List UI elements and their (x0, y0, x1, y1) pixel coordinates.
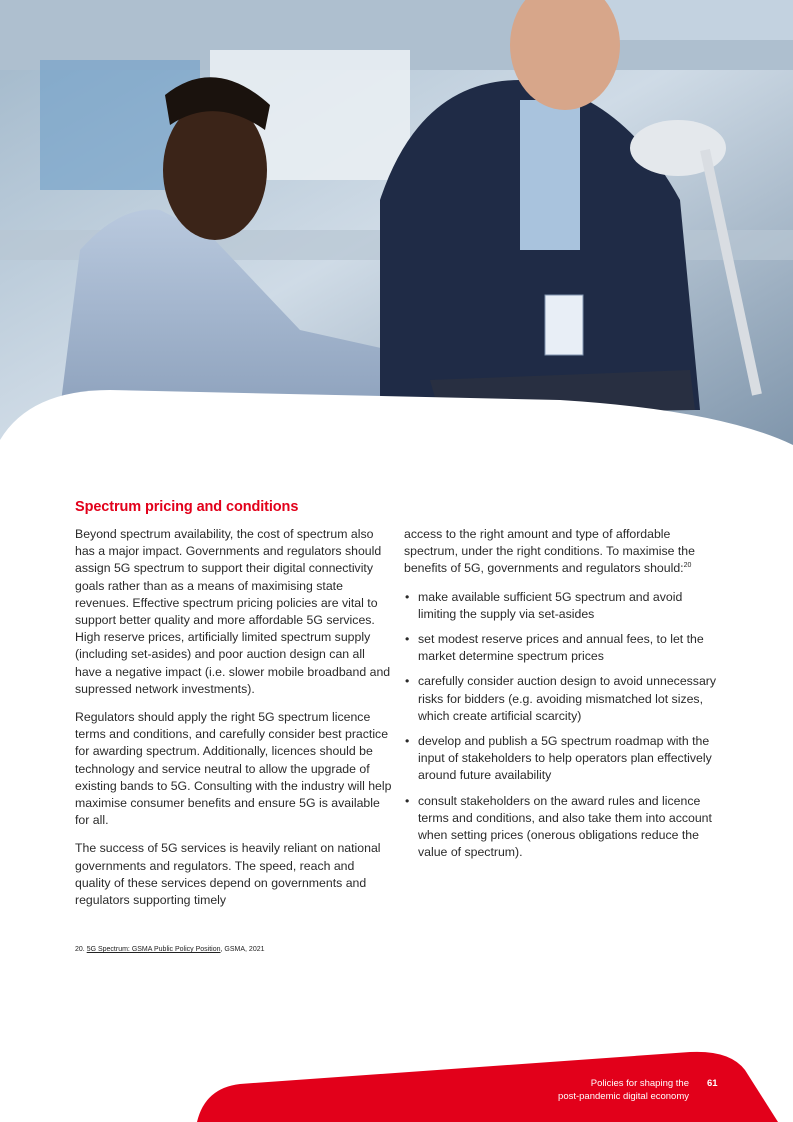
bullet-glyph: • (405, 632, 410, 647)
footnote (75, 946, 265, 953)
list-item (404, 793, 722, 862)
bullet-glyph: • (405, 734, 410, 749)
paragraph: Beyond spectrum availability, the cost of spectrum also has a major impact. Governments and regulators should assign 5G spectrum to support their digital connectivity goals rather than as a means of maximising state revenues. Effective spectrum pricing policies are vital to support better quality and more affordable 5G services. High reserve prices, artificially limited spectrum supply (including set-asides) and poor auction design can all have a negative impact (i.e. slower mobile broadband and supressed network investments). (75, 527, 391, 696)
footer-line: post-pandemic digital economy (558, 1090, 689, 1102)
list-item-text: consult stakeholders on the award rules and licence terms and conditions, and also take them into account when setting prices (onerous obligations reduce the value of spectrum). (418, 793, 712, 860)
footer-title (558, 1078, 689, 1103)
list-item (404, 673, 722, 725)
section-heading: Spectrum pricing and conditions (75, 499, 299, 515)
list-item (404, 589, 722, 623)
left-column (75, 526, 393, 920)
footnote-suffix: , GSMA, 2021 (220, 946, 265, 953)
footnote-number: 20. (75, 946, 85, 953)
recommendations-list (404, 589, 722, 862)
footnote-link[interactable]: 5G Spectrum: GSMA Public Policy Position (86, 946, 221, 953)
bullet-glyph: • (405, 674, 410, 689)
list-item-text: carefully consider auction design to avoid unnecessary risks for bidders (e.g. avoiding mismatched lot sizes, which create artificial scarcity) (418, 674, 717, 723)
list-item-text: develop and publish a 5G spectrum roadmap with the input of stakeholders to help operators plan effectively around future availability (418, 734, 712, 783)
intro-text: access to the right amount and type of affordable spectrum, under the right conditions. To maximise the benefits of 5G, governments and regulators should: (404, 527, 695, 576)
paragraph: The success of 5G services is heavily reliant on national governments and regulators. The speed, reach and quality of these services depend on governments and regulators supporting timely (75, 841, 381, 908)
footer-line: Policies for shaping the (590, 1078, 689, 1089)
bullet-glyph: • (405, 589, 410, 604)
footnote-ref[interactable]: 20 (683, 562, 692, 570)
list-item-text: make available sufficient 5G spectrum and avoid limiting the supply via set-asides (418, 589, 683, 621)
page-number: 61 (707, 1078, 718, 1089)
list-item (404, 631, 722, 665)
paragraph: Regulators should apply the right 5G spectrum licence terms and conditions, and carefully consider best practice for awarding spectrum. Additionally, licences should be technology and service neutral to allow the upgrade of existing bands to 5G. Consulting with the industry will help maximise consumer benefits and ensure 5G is available for all. (75, 710, 392, 828)
right-column (404, 526, 722, 869)
bullet-glyph: • (405, 793, 410, 808)
intro-paragraph (404, 526, 722, 578)
list-item (404, 733, 722, 785)
list-item-text: set modest reserve prices and annual fees, to let the market determine spectrum prices (418, 632, 704, 664)
